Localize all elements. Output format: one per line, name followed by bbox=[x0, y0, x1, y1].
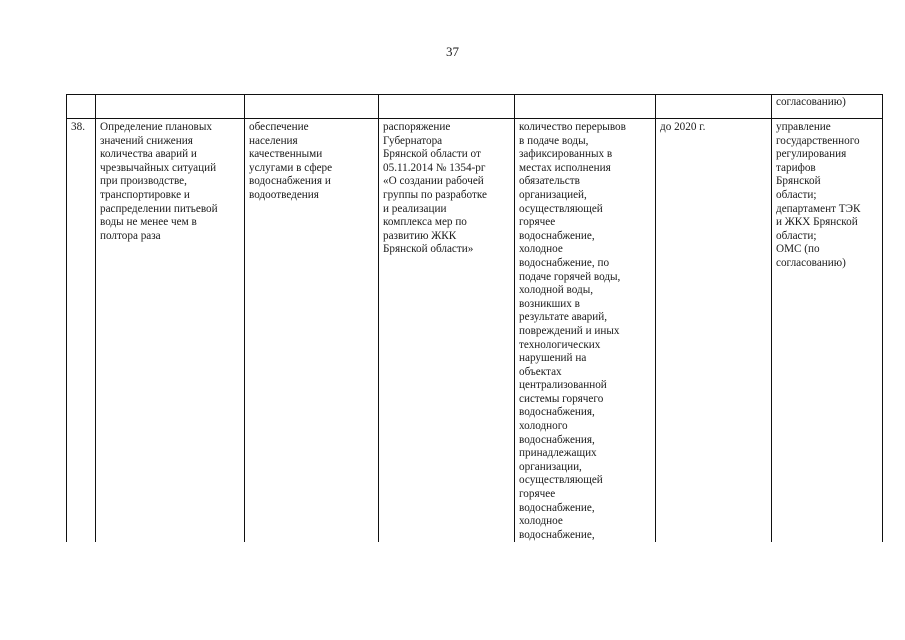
table-cell bbox=[656, 95, 772, 119]
result-cell: обеспечение населения качественными услугами в сфере водоснабжения и водоотведения bbox=[245, 119, 379, 543]
deadline-cell: до 2020 г. bbox=[656, 119, 772, 543]
table-cell bbox=[379, 95, 515, 119]
row-number-cell: 38. bbox=[67, 119, 96, 543]
table-row-continuation bbox=[67, 95, 883, 119]
table-cell bbox=[245, 95, 379, 119]
table-cell bbox=[96, 95, 245, 119]
table-cell bbox=[515, 95, 656, 119]
table-cell bbox=[67, 95, 96, 119]
measure-cell: Определение плановых значений снижения количества аварий и чрезвычайных ситуаций при производстве, транспортировке и распределении питьевой воды не менее чем в полтора раза bbox=[96, 119, 245, 543]
document-cell: распоряжение Губернатора Брянской области от 05.11.2014 № 1354-рг «О создании рабочей группы по разработке и реализации комплекса мер по развитию ЖКК Брянской области» bbox=[379, 119, 515, 543]
indicator-cell: количество перерывов в подаче воды, зафиксированных в местах исполнения обязательств организацией, осуществляющей горячее водоснабжение, холодное водоснабжение, по подаче горячей воды, холодной воды, возникших в результате аварий, повреждений и иных технологических нарушений на объектах централизованной системы горячего водоснабжения, холодного водоснабжения, принадлежащих организации, осуществляющей горячее водоснабжение, холодное водоснабжение, bbox=[515, 119, 656, 543]
measures-table bbox=[66, 94, 883, 542]
responsible-cell: управление государственного регулирования тарифов Брянской области; департамент ТЭК и ЖКХ Брянской области; ОМС (по согласованию) bbox=[772, 119, 883, 543]
page-number: 37 bbox=[446, 44, 459, 59]
table-cell-responsible-continued: согласованию) bbox=[772, 95, 883, 119]
table-row bbox=[67, 119, 883, 543]
